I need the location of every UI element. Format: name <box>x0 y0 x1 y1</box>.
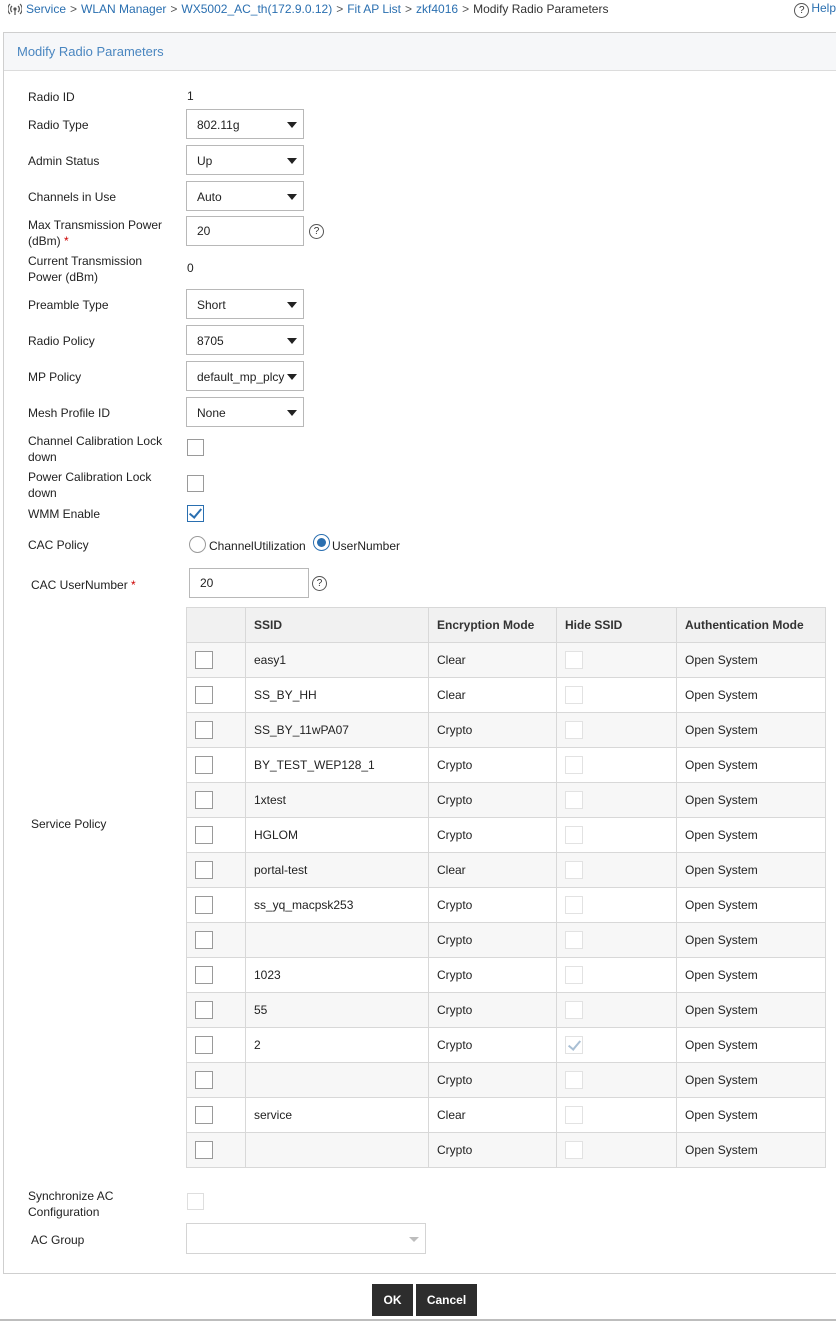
hide-ssid-cell <box>557 923 677 958</box>
select-column-header <box>187 608 246 643</box>
breadcrumb-current: Modify Radio Parameters <box>473 2 609 16</box>
max-tx-power-label-line2: (dBm) <box>28 234 61 248</box>
encryption-cell: Clear <box>429 1098 557 1133</box>
current-tx-power-label <box>28 253 142 285</box>
row-select-cell <box>187 748 246 783</box>
power-calibration-label <box>28 469 151 501</box>
chevron-down-icon <box>287 158 297 164</box>
auth-mode-cell: Open System <box>677 1063 826 1098</box>
hide-ssid-cell <box>557 678 677 713</box>
encryption-cell: Crypto <box>429 923 557 958</box>
row-select-checkbox[interactable] <box>195 1071 213 1089</box>
current-tx-power-label-line1: Current Transmission <box>28 254 143 268</box>
auth-mode-cell: Open System <box>677 783 826 818</box>
ssid-cell: SS_BY_HH <box>246 678 429 713</box>
ssid-cell: HGLOM <box>246 818 429 853</box>
row-select-checkbox[interactable] <box>195 1141 213 1159</box>
hide-ssid-cell <box>557 1133 677 1168</box>
hide-ssid-checkbox <box>565 931 583 949</box>
help-icon[interactable]: ? <box>309 224 324 239</box>
required-marker: * <box>131 578 136 592</box>
chevron-down-icon <box>287 122 297 128</box>
cac-usernumber-option-label: UserNumber <box>332 539 401 553</box>
encryption-cell: Clear <box>429 678 557 713</box>
hide-ssid-checkbox <box>565 721 583 739</box>
row-select-checkbox[interactable] <box>195 686 213 704</box>
auth-mode-cell: Open System <box>677 643 826 678</box>
chevron-down-icon <box>287 194 297 200</box>
chevron-down-icon <box>287 410 297 416</box>
cac-channel-utilization-label: ChannelUtilization <box>209 539 306 553</box>
breadcrumb-separator: > <box>170 2 178 16</box>
row-select-cell <box>187 1098 246 1133</box>
encryption-cell: Crypto <box>429 818 557 853</box>
hide-ssid-checkbox <box>565 686 583 704</box>
cac-channel-utilization-radio[interactable] <box>189 536 206 553</box>
mesh-profile-value: None <box>197 406 226 420</box>
cac-usernumber-label <box>31 577 136 593</box>
chevron-down-icon <box>287 374 297 380</box>
auth-mode-cell: Open System <box>677 958 826 993</box>
hide-ssid-checkbox <box>565 826 583 844</box>
hide-ssid-checkbox <box>565 1001 583 1019</box>
hide-ssid-column-header[interactable]: Hide SSID <box>557 608 677 643</box>
ssid-cell: portal-test <box>246 853 429 888</box>
row-select-cell <box>187 993 246 1028</box>
service-policy-table <box>186 607 826 1168</box>
cac-usernumber-label-text: CAC UserNumber <box>31 578 128 592</box>
row-select-cell <box>187 1063 246 1098</box>
table-row <box>187 1133 826 1168</box>
ssid-cell: service <box>246 1098 429 1133</box>
table-row <box>187 818 826 853</box>
power-calibration-label-line2: down <box>28 486 57 500</box>
breadcrumb-fit-ap-list[interactable]: Fit AP List <box>347 2 402 16</box>
service-policy-label: Service Policy <box>31 817 107 831</box>
cac-usernumber-radio[interactable] <box>313 534 330 551</box>
hide-ssid-checkbox <box>565 896 583 914</box>
channel-calibration-checkbox[interactable] <box>187 439 204 456</box>
ssid-cell <box>246 1133 429 1168</box>
channel-calibration-label <box>28 433 162 465</box>
hide-ssid-cell <box>557 1028 677 1063</box>
sync-ac-label <box>28 1188 113 1220</box>
ssid-column-header[interactable]: SSID <box>246 608 429 643</box>
hide-ssid-cell <box>557 818 677 853</box>
hide-ssid-checkbox <box>565 1036 583 1054</box>
encryption-cell: Clear <box>429 853 557 888</box>
radio-type-value: 802.11g <box>197 118 240 132</box>
table-row <box>187 1028 826 1063</box>
table-row <box>187 1063 826 1098</box>
auth-mode-cell: Open System <box>677 713 826 748</box>
mp-policy-select[interactable] <box>186 361 304 391</box>
hide-ssid-checkbox <box>565 1141 583 1159</box>
hide-ssid-cell <box>557 1098 677 1133</box>
breadcrumb-separator: > <box>70 2 78 16</box>
hide-ssid-cell <box>557 1063 677 1098</box>
help-link[interactable] <box>794 1 836 18</box>
row-select-checkbox[interactable] <box>195 966 213 984</box>
hide-ssid-cell <box>557 713 677 748</box>
table-row <box>187 958 826 993</box>
hide-ssid-cell <box>557 888 677 923</box>
admin-status-value: Up <box>197 154 213 168</box>
table-row <box>187 853 826 888</box>
row-select-checkbox[interactable] <box>195 756 213 774</box>
auth-mode-cell: Open System <box>677 853 826 888</box>
wmm-enable-checkbox[interactable] <box>187 505 204 522</box>
chevron-down-icon <box>287 338 297 344</box>
mp-policy-value: default_mp_plcy <box>197 370 285 384</box>
breadcrumb-separator: > <box>462 2 470 16</box>
mesh-profile-label: Mesh Profile ID <box>28 406 111 420</box>
max-tx-power-input[interactable] <box>186 216 304 246</box>
panel-title: Modify Radio Parameters <box>17 44 164 59</box>
row-select-checkbox[interactable] <box>195 1036 213 1054</box>
encryption-cell: Crypto <box>429 888 557 923</box>
sync-ac-label-line2: Configuration <box>28 1205 100 1219</box>
row-select-cell <box>187 1133 246 1168</box>
help-icon[interactable]: ? <box>312 576 327 591</box>
row-select-cell <box>187 643 246 678</box>
auth-mode-cell: Open System <box>677 1133 826 1168</box>
cancel-button[interactable]: Cancel <box>416 1284 477 1316</box>
max-tx-power-label-line1: Max Transmission Power <box>28 218 163 232</box>
radio-id-label: Radio ID <box>28 90 75 104</box>
radio-id-value: 1 <box>187 89 194 103</box>
breadcrumb-ac-device[interactable]: WX5002_AC_th(172.9.0.12) <box>181 2 333 16</box>
sync-ac-checkbox[interactable] <box>187 1193 204 1210</box>
hide-ssid-cell <box>557 993 677 1028</box>
breadcrumb-wlan-manager[interactable]: WLAN Manager <box>81 2 167 16</box>
ssid-cell: 1xtest <box>246 783 429 818</box>
chevron-down-icon <box>409 1237 419 1242</box>
hide-ssid-checkbox <box>565 791 583 809</box>
encryption-cell: Crypto <box>429 1028 557 1063</box>
breadcrumb-separator: > <box>405 2 413 16</box>
power-calibration-checkbox[interactable] <box>187 475 204 492</box>
table-row <box>187 643 826 678</box>
admin-status-label: Admin Status <box>28 154 100 168</box>
channel-calibration-label-line1: Channel Calibration Lock <box>28 434 163 448</box>
auth-mode-cell: Open System <box>677 1098 826 1133</box>
ssid-cell: 1023 <box>246 958 429 993</box>
table-row <box>187 678 826 713</box>
row-select-checkbox[interactable] <box>195 651 213 669</box>
table-row <box>187 888 826 923</box>
current-tx-power-value: 0 <box>187 261 194 275</box>
channel-calibration-label-line2: down <box>28 450 57 464</box>
channels-select[interactable] <box>186 181 304 211</box>
encryption-cell: Crypto <box>429 1133 557 1168</box>
auth-mode-cell: Open System <box>677 923 826 958</box>
encryption-cell: Crypto <box>429 713 557 748</box>
mesh-profile-select[interactable] <box>186 397 304 427</box>
breadcrumb-separator: > <box>336 2 344 16</box>
ssid-cell: easy1 <box>246 643 429 678</box>
encryption-column-header[interactable]: Encryption Mode <box>429 608 557 643</box>
encryption-cell: Crypto <box>429 1063 557 1098</box>
ac-group-select[interactable] <box>186 1223 426 1254</box>
encryption-cell: Crypto <box>429 783 557 818</box>
table-row <box>187 713 826 748</box>
row-select-cell <box>187 678 246 713</box>
auth-mode-cell: Open System <box>677 1028 826 1063</box>
preamble-type-label: Preamble Type <box>28 298 109 312</box>
current-tx-power-label-line2: Power (dBm) <box>28 270 99 284</box>
encryption-cell: Crypto <box>429 748 557 783</box>
ssid-cell: 2 <box>246 1028 429 1063</box>
table-row <box>187 1098 826 1133</box>
row-select-checkbox[interactable] <box>195 826 213 844</box>
hide-ssid-cell <box>557 853 677 888</box>
breadcrumb-ap-name[interactable]: zkf4016 <box>416 2 459 16</box>
hide-ssid-cell <box>557 643 677 678</box>
table-header-row <box>187 608 826 643</box>
required-marker: * <box>64 234 69 248</box>
auth-mode-cell: Open System <box>677 678 826 713</box>
ssid-cell: ss_yq_macpsk253 <box>246 888 429 923</box>
ssid-cell: SS_BY_11wPA07 <box>246 713 429 748</box>
table-row <box>187 993 826 1028</box>
hide-ssid-checkbox <box>565 966 583 984</box>
help-icon: ? <box>794 3 809 18</box>
encryption-cell: Clear <box>429 643 557 678</box>
max-tx-power-label <box>28 217 162 249</box>
ssid-cell: BY_TEST_WEP128_1 <box>246 748 429 783</box>
radio-type-label: Radio Type <box>28 118 89 132</box>
row-select-cell <box>187 888 246 923</box>
power-calibration-label-line1: Power Calibration Lock <box>28 470 152 484</box>
breadcrumb-service[interactable]: Service <box>26 2 67 16</box>
radio-policy-value: 8705 <box>197 334 224 348</box>
row-select-checkbox[interactable] <box>195 1106 213 1124</box>
auth-mode-cell: Open System <box>677 818 826 853</box>
channels-label: Channels in Use <box>28 190 117 204</box>
service-policy-table-body <box>187 643 826 1168</box>
breadcrumb-bar <box>0 0 836 22</box>
hide-ssid-checkbox <box>565 1071 583 1089</box>
hide-ssid-cell <box>557 783 677 818</box>
panel-header <box>4 33 836 71</box>
row-select-cell <box>187 958 246 993</box>
row-select-checkbox[interactable] <box>195 721 213 739</box>
ac-group-label: AC Group <box>31 1233 85 1247</box>
table-row <box>187 783 826 818</box>
ssid-cell <box>246 923 429 958</box>
row-select-checkbox[interactable] <box>195 1001 213 1019</box>
encryption-cell: Crypto <box>429 993 557 1028</box>
hide-ssid-checkbox <box>565 756 583 774</box>
row-select-checkbox[interactable] <box>195 896 213 914</box>
hide-ssid-cell <box>557 748 677 783</box>
table-row <box>187 748 826 783</box>
row-select-checkbox[interactable] <box>195 931 213 949</box>
auth-mode-cell: Open System <box>677 748 826 783</box>
ok-button[interactable]: OK <box>372 1284 413 1316</box>
ssid-cell: 55 <box>246 993 429 1028</box>
hide-ssid-checkbox <box>565 1106 583 1124</box>
help-label: Help <box>811 1 836 15</box>
encryption-cell: Crypto <box>429 958 557 993</box>
cac-usernumber-input[interactable] <box>189 568 309 598</box>
preamble-type-select[interactable] <box>186 289 304 319</box>
radio-policy-select[interactable] <box>186 325 304 355</box>
channels-value: Auto <box>197 190 222 204</box>
ssid-cell <box>246 1063 429 1098</box>
row-select-cell <box>187 713 246 748</box>
wmm-enable-label: WMM Enable <box>28 507 101 521</box>
row-select-checkbox[interactable] <box>195 791 213 809</box>
hide-ssid-checkbox <box>565 861 583 879</box>
auth-mode-column-header[interactable]: Authentication Mode <box>677 608 826 643</box>
wireless-ap-icon <box>8 3 22 15</box>
radio-type-select[interactable] <box>186 109 304 139</box>
row-select-cell <box>187 1028 246 1063</box>
chevron-down-icon <box>287 302 297 308</box>
row-select-cell <box>187 923 246 958</box>
table-row <box>187 923 826 958</box>
radio-policy-label: Radio Policy <box>28 334 95 348</box>
mp-policy-label: MP Policy <box>28 370 82 384</box>
hide-ssid-cell <box>557 958 677 993</box>
auth-mode-cell: Open System <box>677 888 826 923</box>
sync-ac-label-line1: Synchronize AC <box>28 1189 114 1203</box>
hide-ssid-checkbox <box>565 651 583 669</box>
breadcrumb <box>8 2 608 16</box>
cac-policy-label: CAC Policy <box>28 538 89 552</box>
row-select-cell <box>187 783 246 818</box>
row-select-checkbox[interactable] <box>195 861 213 879</box>
auth-mode-cell: Open System <box>677 993 826 1028</box>
row-select-cell <box>187 853 246 888</box>
preamble-type-value: Short <box>197 298 226 312</box>
admin-status-select[interactable] <box>186 145 304 175</box>
row-select-cell <box>187 818 246 853</box>
